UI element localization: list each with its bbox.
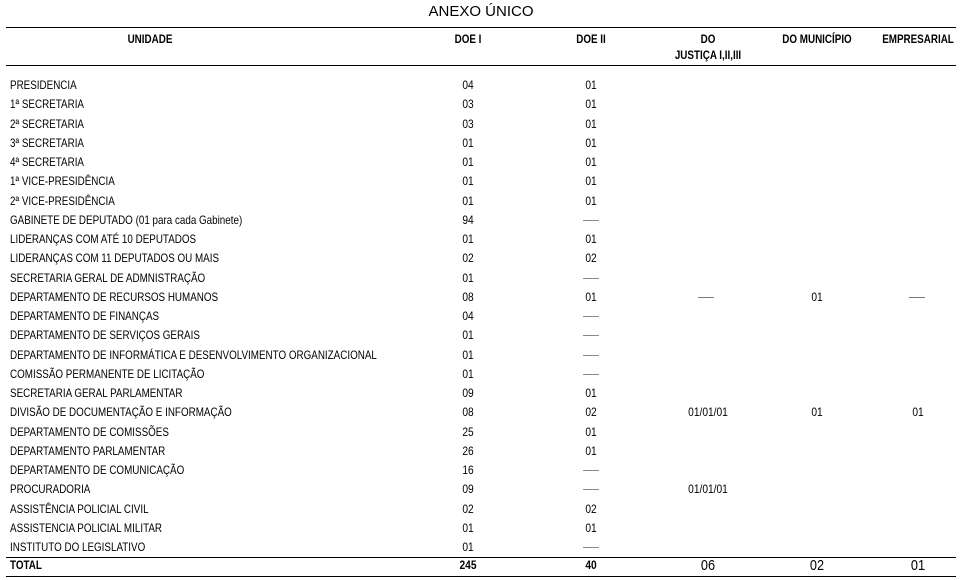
- table-row: [0, 249, 962, 268]
- row-unidade: PROCURADORIA: [10, 482, 91, 497]
- row-doe2: 02: [585, 501, 597, 516]
- row-doe2-dash: [583, 278, 599, 279]
- row-doe1: 01: [462, 174, 474, 189]
- row-doj: 01/01/01: [688, 405, 728, 420]
- row-doe2-dash: [583, 316, 599, 317]
- row-unidade: DEPARTAMENTO DE COMISSÕES: [10, 424, 169, 439]
- row-doe2: 01: [585, 174, 597, 189]
- row-doe2-dash: [583, 355, 599, 356]
- table-row: [0, 403, 962, 422]
- total-doe1: 245: [459, 558, 477, 572]
- row-unidade: 4ª SECRETARIA: [10, 155, 85, 169]
- header-bottom-rule: [6, 65, 956, 66]
- row-unidade: LIDERANÇAS COM ATÉ 10 DEPUTADOS: [10, 232, 197, 246]
- row-doe1: 01: [462, 328, 474, 343]
- row-unidade: 2ª SECRETARIA: [10, 116, 85, 131]
- row-doe2: 01: [585, 97, 597, 112]
- row-unidade: DEPARTAMENTO DE INFORMÁTICA E DESENVOLVIMENTO ORGANIZACIONAL: [10, 347, 377, 362]
- header-doe1: DOE I: [454, 32, 482, 46]
- row-unidade: SECRETARIA GERAL PARLAMENTAR: [10, 386, 183, 400]
- row-doe2: 01: [585, 520, 597, 535]
- row-doe1: 26: [462, 443, 474, 458]
- row-doe1: 01: [462, 270, 474, 285]
- row-doe1: 09: [462, 482, 474, 497]
- table-row: [0, 480, 962, 499]
- table-row: [0, 211, 962, 230]
- table-row: [0, 519, 962, 538]
- table-row: [0, 115, 962, 134]
- table-row: [0, 423, 962, 442]
- row-empresarial: 01: [912, 405, 924, 420]
- row-unidade: INSTITUTO DO LEGISLATIVO: [10, 540, 146, 554]
- row-doe1: 04: [462, 78, 474, 92]
- row-unidade: ASSISTENCIA POLICIAL MILITAR: [10, 520, 163, 535]
- row-unidade: DEPARTAMENTO DE COMUNICAÇÃO: [10, 463, 185, 477]
- row-unidade: GABINETE DE DEPUTADO (01 para cada Gabinete): [10, 212, 243, 227]
- row-unidade: 1ª VICE-PRESIDÊNCIA: [10, 174, 115, 189]
- table-row: [0, 461, 962, 480]
- total-empresarial: 01: [910, 557, 926, 574]
- row-doj-dash: [698, 297, 714, 298]
- row-doe1: 01: [462, 232, 474, 246]
- row-municipio: 01: [811, 289, 823, 304]
- table-row: [0, 326, 962, 345]
- row-doe1: 09: [462, 386, 474, 400]
- row-unidade: DEPARTAMENTO DE SERVIÇOS GERAIS: [10, 328, 200, 343]
- header-top-rule: [6, 27, 956, 28]
- row-doe2: 01: [585, 135, 597, 150]
- header-unidade: UNIDADE: [127, 32, 173, 46]
- table-row: [0, 307, 962, 326]
- row-unidade: 3ª SECRETARIA: [10, 135, 85, 150]
- row-unidade: PRESIDENCIA: [10, 78, 77, 92]
- table-row: [0, 384, 962, 403]
- total-doe2: 40: [585, 558, 597, 572]
- row-doe2: 02: [585, 251, 597, 266]
- header-do-line1: DO: [700, 32, 716, 46]
- table-row: [0, 95, 962, 114]
- header-empresarial: EMPRESARIAL: [882, 32, 954, 46]
- row-unidade: SECRETARIA GERAL DE ADMNISTRAÇÃO: [10, 270, 206, 285]
- table-row: [0, 365, 962, 384]
- table-row: [0, 288, 962, 307]
- document-title: ANEXO ÚNICO: [428, 3, 534, 20]
- row-unidade: DIVISÃO DE DOCUMENTAÇÃO E INFORMAÇÃO: [10, 405, 232, 420]
- row-doe2-dash: [583, 470, 599, 471]
- row-doe2: 01: [585, 193, 597, 208]
- total-doj: 06: [700, 557, 716, 574]
- table-row: [0, 76, 962, 95]
- total-municipio: 02: [809, 557, 825, 574]
- row-doe1: 02: [462, 501, 474, 516]
- row-doe2: 01: [585, 155, 597, 169]
- row-doe1: 03: [462, 97, 474, 112]
- row-doe1: 01: [462, 520, 474, 535]
- row-doe2-dash: [583, 547, 599, 548]
- row-doe1: 02: [462, 251, 474, 266]
- header-municipio: DO MUNICÍPIO: [782, 32, 852, 46]
- table-row: [0, 500, 962, 519]
- row-doe2: 01: [585, 424, 597, 439]
- row-doe2: 01: [585, 386, 597, 400]
- header-doe2: DOE II: [576, 32, 606, 46]
- row-doe1: 04: [462, 309, 474, 323]
- total-bottom-rule: [6, 576, 956, 577]
- row-unidade: 1ª SECRETARIA: [10, 97, 85, 112]
- row-doe2: 01: [585, 116, 597, 131]
- row-unidade: LIDERANÇAS COM 11 DEPUTADOS OU MAIS: [10, 251, 220, 266]
- row-doe1: 25: [462, 424, 474, 439]
- row-doe1: 08: [462, 289, 474, 304]
- table-row: [0, 269, 962, 288]
- row-doe2-dash: [583, 220, 599, 221]
- row-doe1: 16: [462, 463, 474, 477]
- row-doe1: 01: [462, 193, 474, 208]
- table-row: [0, 172, 962, 191]
- row-unidade: ASSISTÊNCIA POLICIAL CIVIL: [10, 501, 149, 516]
- row-doe1: 01: [462, 540, 474, 554]
- total-label: TOTAL: [10, 558, 42, 572]
- row-doe2-dash: [583, 374, 599, 375]
- table-row: [0, 192, 962, 211]
- row-doe1: 03: [462, 116, 474, 131]
- table-row: [0, 230, 962, 249]
- row-doj: 01/01/01: [688, 482, 728, 497]
- row-doe1: 01: [462, 366, 474, 381]
- row-empresarial-dash: [909, 297, 925, 298]
- row-doe2-dash: [583, 489, 599, 490]
- row-doe2-dash: [583, 335, 599, 336]
- table-row: [0, 134, 962, 153]
- row-doe2: 01: [585, 78, 597, 92]
- row-doe1: 01: [462, 347, 474, 362]
- row-unidade: DEPARTAMENTO PARLAMENTAR: [10, 443, 166, 458]
- row-municipio: 01: [811, 405, 823, 420]
- row-unidade: 2ª VICE-PRESIDÊNCIA: [10, 193, 115, 208]
- row-doe1: 01: [462, 135, 474, 150]
- row-doe1: 94: [462, 212, 474, 227]
- total-row: [0, 556, 962, 575]
- row-unidade: DEPARTAMENTO DE FINANÇAS: [10, 309, 160, 323]
- table-row: [0, 346, 962, 365]
- table-row: [0, 153, 962, 172]
- row-doe2: 01: [585, 443, 597, 458]
- row-doe2: 01: [585, 232, 597, 246]
- header-do-line2: JUSTIÇA I,II,III: [674, 48, 742, 62]
- row-doe1: 08: [462, 405, 474, 420]
- row-unidade: DEPARTAMENTO DE RECURSOS HUMANOS: [10, 289, 219, 304]
- row-doe2: 01: [585, 289, 597, 304]
- table-row: [0, 442, 962, 461]
- row-doe1: 01: [462, 155, 474, 169]
- row-doe2: 02: [585, 405, 597, 420]
- row-unidade: COMISSÃO PERMANENTE DE LICITAÇÃO: [10, 366, 205, 381]
- table-row: [0, 538, 962, 557]
